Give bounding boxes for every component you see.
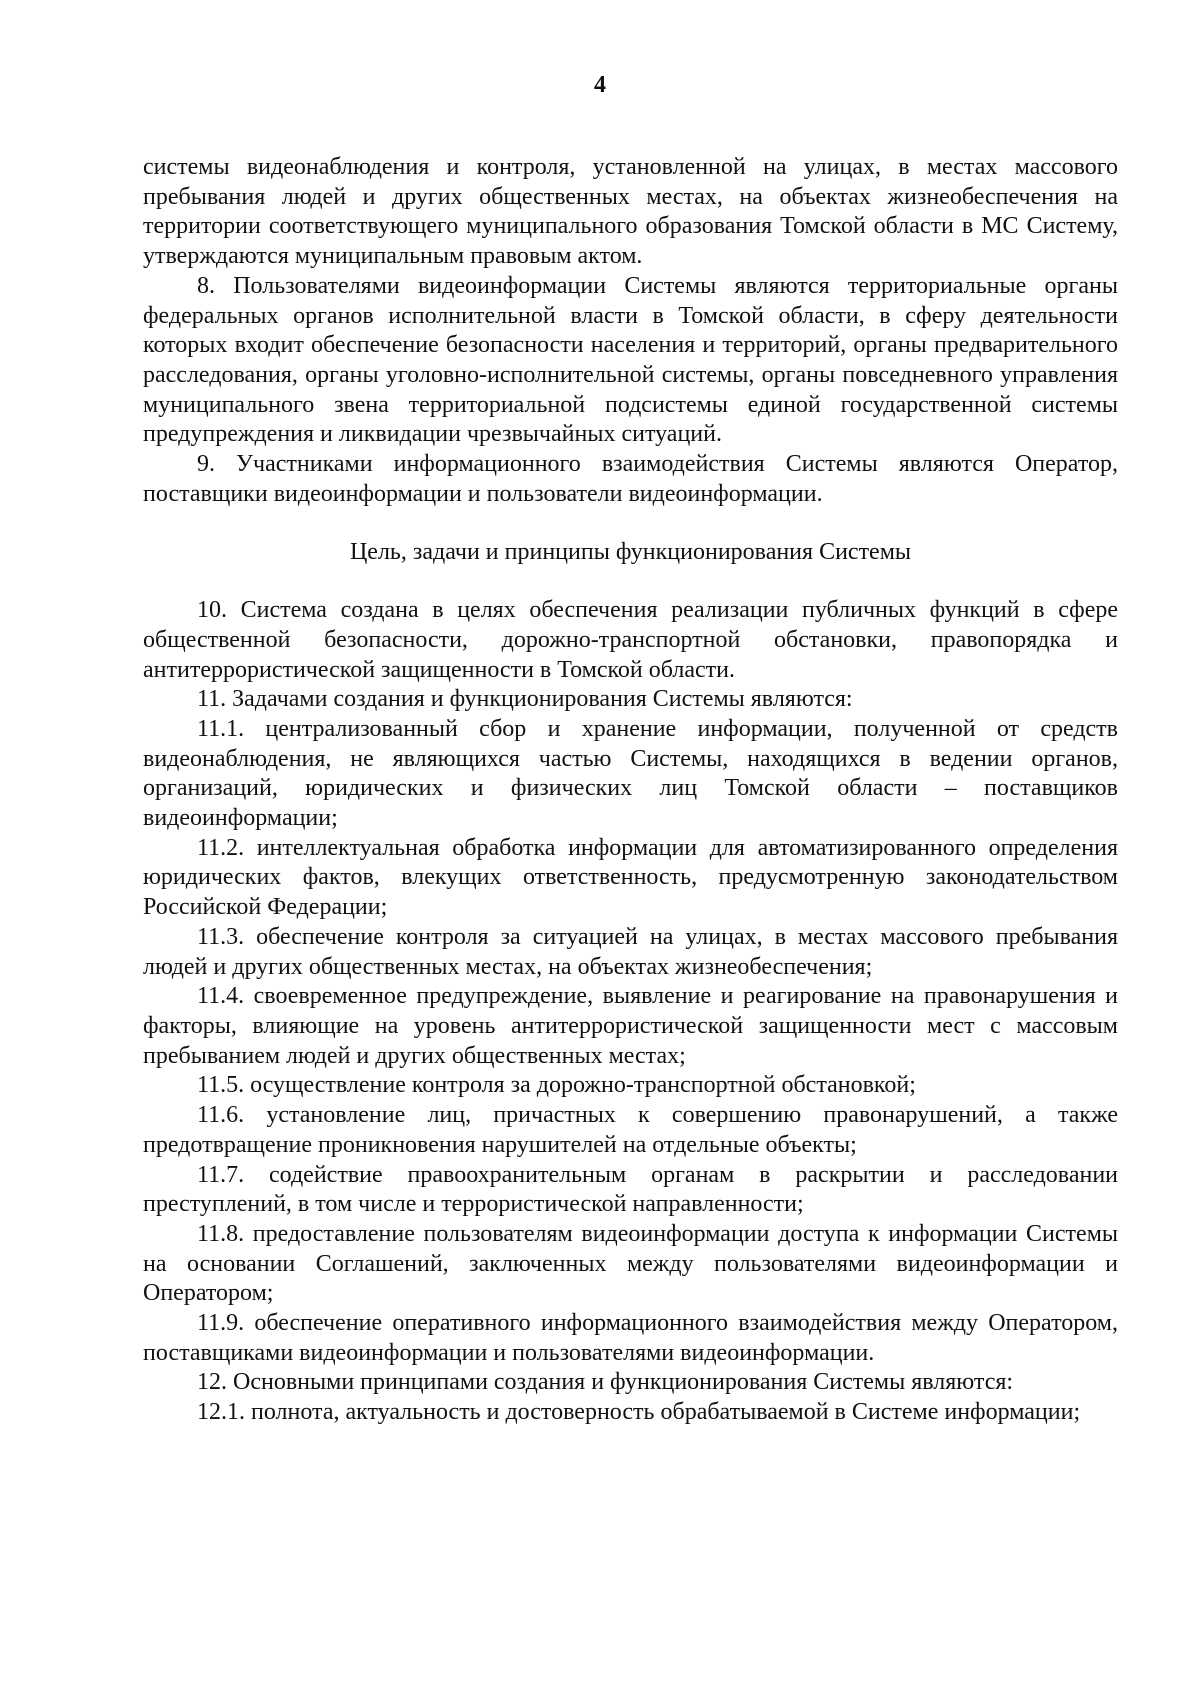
paragraph-11-9: 11.9. обеспечение оперативного информационного взаимодействия между Оператором, поставщиками видеоинформации и пользователями видеоинформации. [143, 1310, 1118, 1366]
paragraph-11-6: 11.6. установление лиц, причастных к совершению правонарушений, а также предотвращение проникновения нарушителей на отдельные объекты; [143, 1102, 1118, 1158]
document-body [143, 153, 1118, 1428]
paragraph-9: 9. Участниками информационного взаимодействия Системы являются Оператор, поставщики видеоинформации и пользователи видеоинформации. [143, 451, 1118, 507]
paragraph-11: 11. Задачами создания и функционирования Системы являются: [197, 686, 853, 713]
paragraph-12: 12. Основными принципами создания и функционирования Системы являются: [197, 1369, 1014, 1396]
paragraph-continuation: системы видеонаблюдения и контроля, установленной на улицах, в местах массового пребывания людей и других общественных местах, на объектах жизнеобеспечения на территории соответствующего муниципального образования Томской области в МС Систему, утверждаются муниципальным правовым актом. [143, 154, 1118, 270]
paragraph-11-4: 11.4. своевременное предупреждение, выявление и реагирование на правонарушения и факторы, влияющие на уровень антитеррористической защищенности мест с массовым пребыванием людей и других общественных местах; [143, 983, 1118, 1069]
page-number: 4 [594, 72, 606, 98]
paragraph-11-3: 11.3. обеспечение контроля за ситуацией на улицах, в местах массового пребывания людей и других общественных местах, на объектах жизнеобеспечения; [143, 923, 1118, 980]
paragraph-10: 10. Система создана в целях обеспечения реализации публичных функций в сфере общественной безопасности, дорожно-транспортной обстановки, правопорядка и антитеррористической защищенности в Томской области. [143, 597, 1118, 683]
paragraph-11-5: 11.5. осуществление контроля за дорожно-транспортной обстановкой; [197, 1072, 916, 1099]
paragraph-11-1: 11.1. централизованный сбор и хранение информации, полученной от средств видеонаблюдения, не являющихся частью Системы, находящихся в ведении органов, организаций, юридических и физических лиц Томской области – поставщиков видеоинформации; [143, 715, 1118, 832]
paragraph-11-8: 11.8. предоставление пользователям видеоинформации доступа к информации Системы на основании Соглашений, заключенных между пользователями видеоинформации и Оператором; [143, 1220, 1118, 1307]
section-heading: Цель, задачи и принципы функционирования Системы [349, 539, 912, 566]
paragraph-11-7: 11.7. содействие правоохранительным органам в раскрытии и расследовании преступлений, в том числе и террористической направленности; [143, 1161, 1118, 1218]
paragraph-8: 8. Пользователями видеоинформации Системы являются территориальные органы федеральных органов исполнительной власти в Томской области, в сферу деятельности которых входит обеспечение безопасности населения и территорий, органы предварительного расследования, органы уголовно-исполнительной системы, органы повседневного управления муниципального звена территориальной подсистемы единой государственной системы предупреждения и ликвидации чрезвычайных ситуаций. [143, 272, 1118, 448]
paragraph-11-2: 11.2. интеллектуальная обработка информации для автоматизированного определения юридических фактов, влекущих ответственность, предусмотренную законодательством Российской Федерации; [143, 834, 1118, 921]
paragraph-12-1: 12.1. полнота, актуальность и достоверность обрабатываемой в Системе информации; [197, 1399, 1081, 1426]
